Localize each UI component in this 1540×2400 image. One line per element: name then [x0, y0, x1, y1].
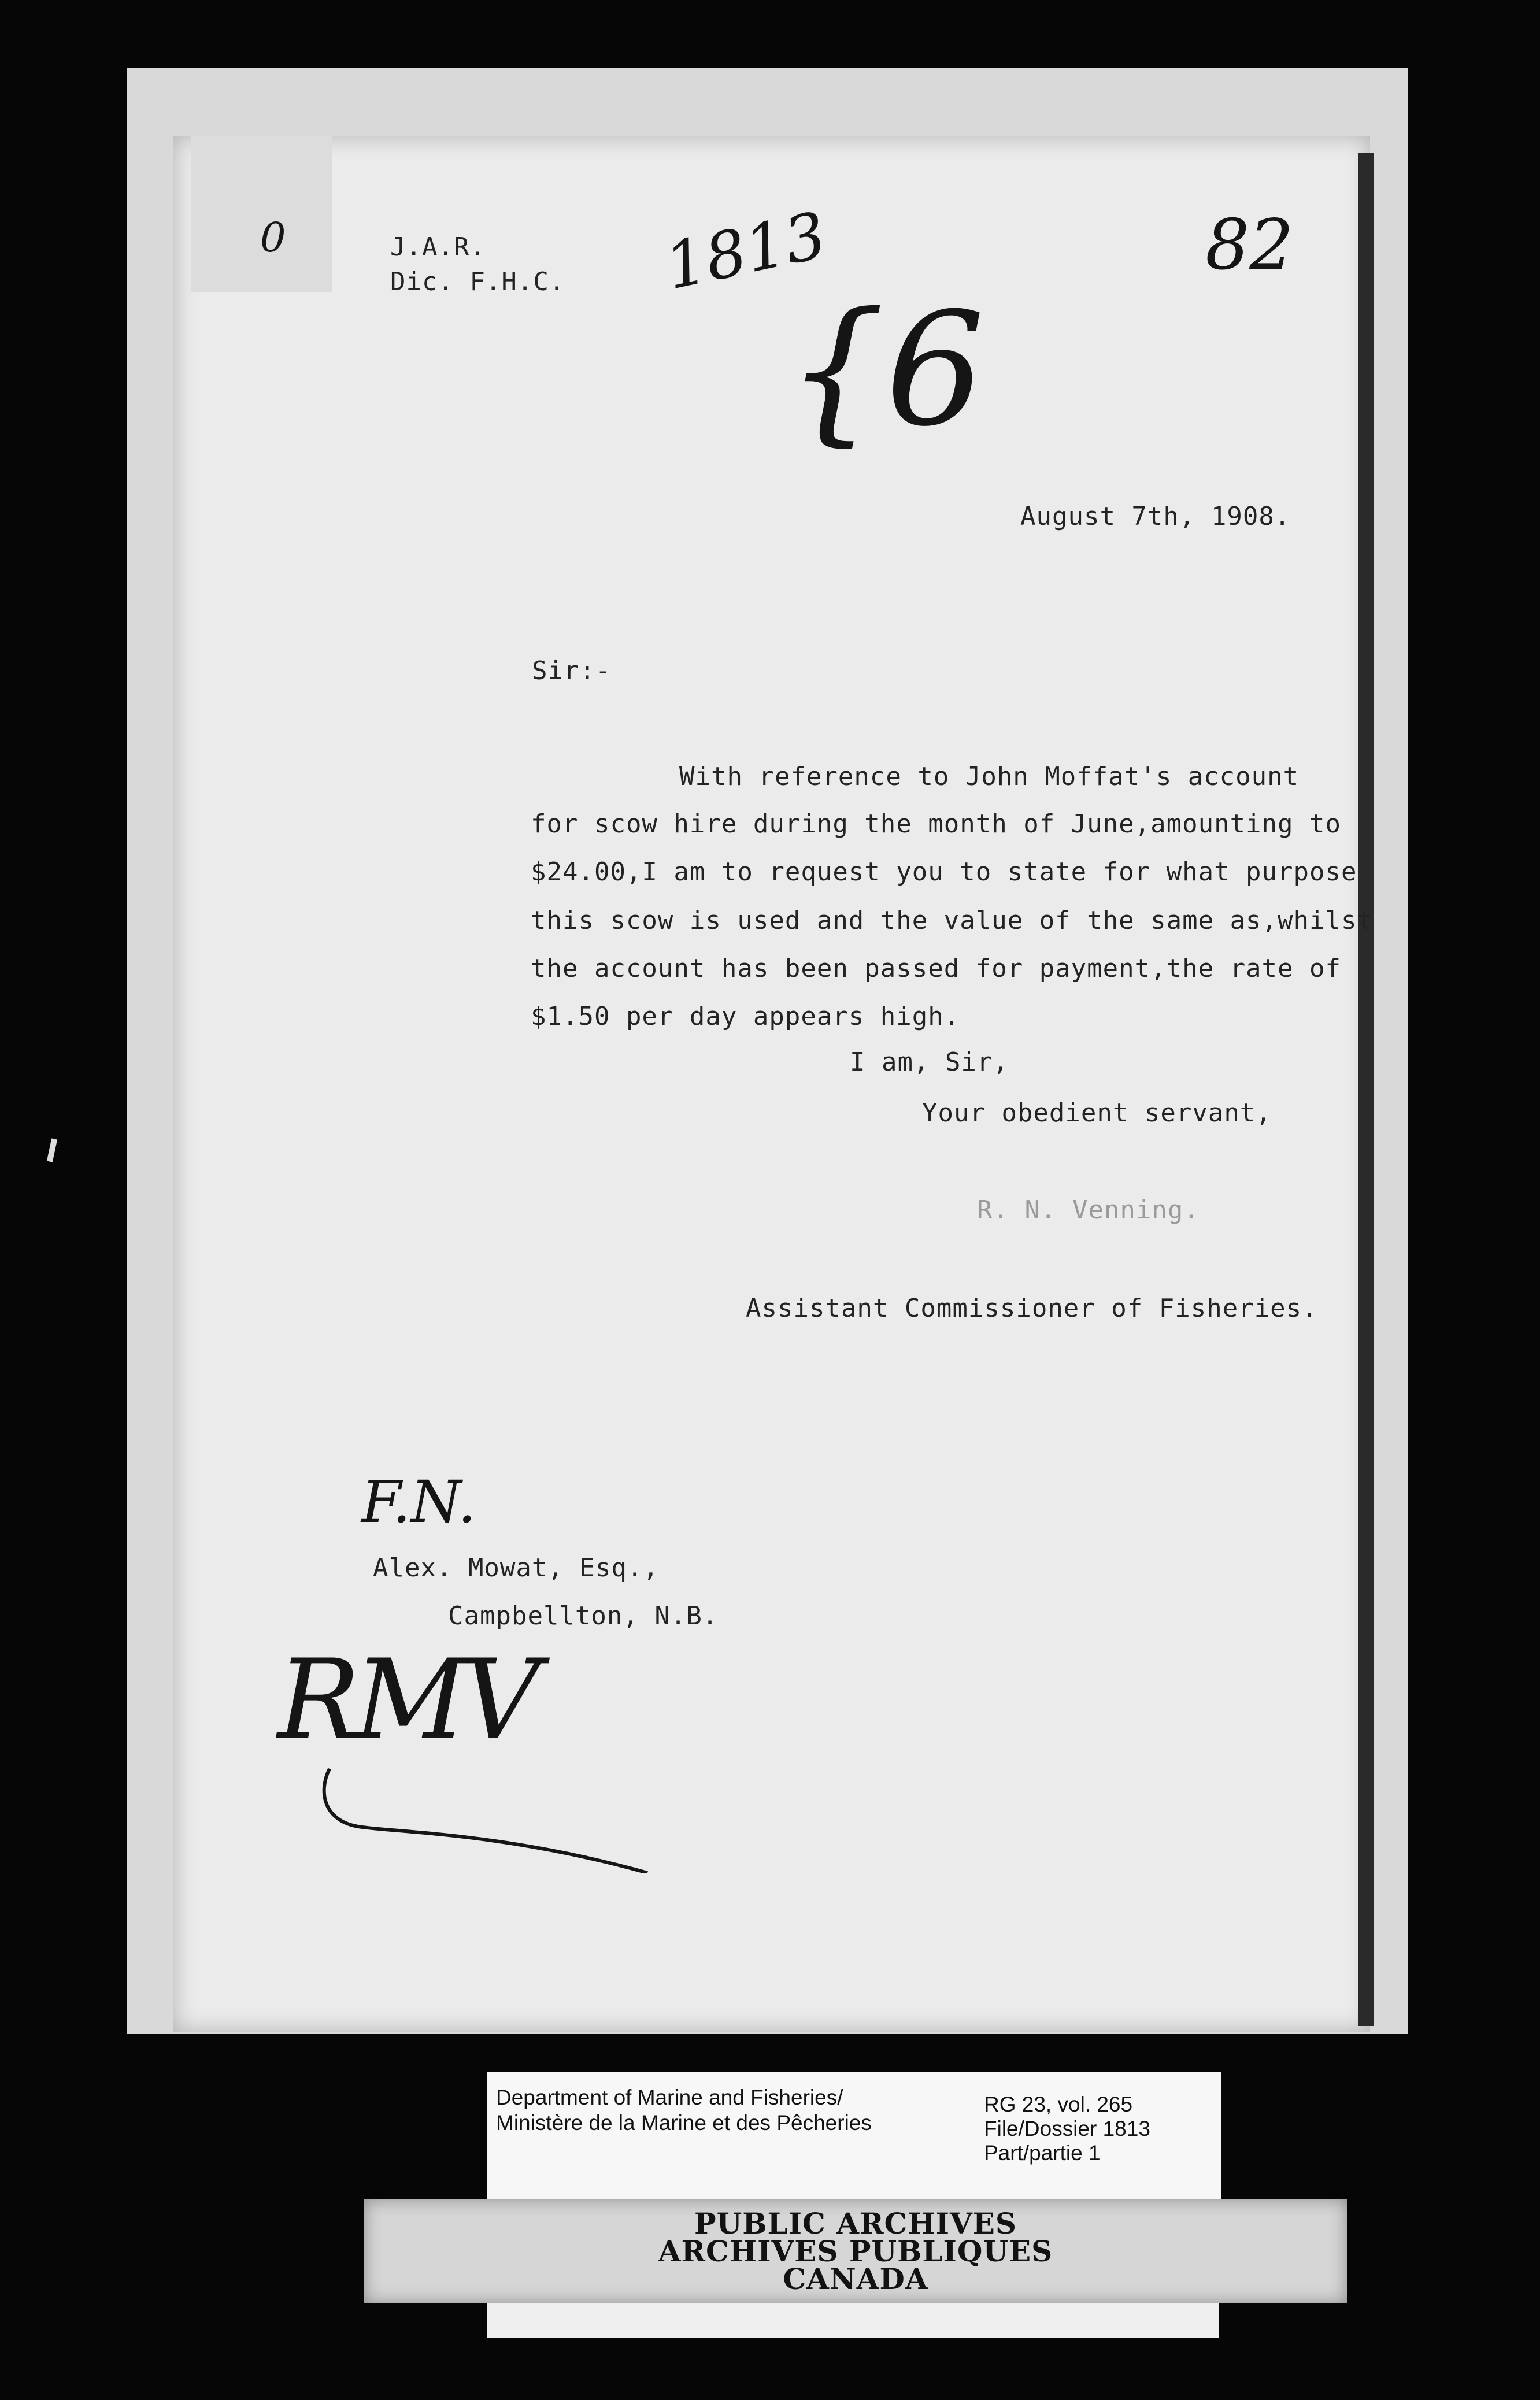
initials-line-2: Dic. F.H.C.: [390, 267, 565, 297]
reference-line-2: File/Dossier 1813: [984, 2117, 1150, 2140]
signer-name: R. N. Venning.: [977, 1195, 1200, 1225]
banner-line-1: PUBLIC ARCHIVES: [694, 2206, 1017, 2240]
corner-mark: 0: [260, 214, 286, 261]
department-en: Department of Marine and Fisheries/: [496, 2086, 843, 2109]
file-number-handwritten: 1813: [658, 198, 833, 304]
letter-date: August 7th, 1908.: [1020, 502, 1291, 531]
addressee-initials-handwritten: F.N.: [361, 1468, 476, 1536]
department-fr: Ministère de la Marine et des Pêcheries: [496, 2111, 872, 2135]
body-line-3: $24.00,I am to request you to state for what purpose: [531, 857, 1357, 887]
signature-initials: RMV: [277, 1636, 535, 1764]
signature-flourish: [312, 1757, 671, 1873]
closing-line-2: Your obedient servant,: [922, 1098, 1272, 1128]
addressee-location: Campbellton, N.B.: [448, 1601, 719, 1631]
page-edge-shadow: [1358, 153, 1374, 2026]
reference-line-1: RG 23, vol. 265: [984, 2092, 1133, 2116]
banner-line-3: CANADA: [783, 2262, 928, 2296]
body-line-2: for scow hire during the month of June,amounting to: [531, 809, 1342, 839]
initials-line-1: J.A.R.: [390, 232, 486, 262]
banner-line-2: ARCHIVES PUBLIQUES: [658, 2234, 1053, 2268]
body-line-6: $1.50 per day appears high.: [531, 1002, 960, 1031]
page-number-handwritten: 82: [1205, 205, 1294, 286]
margin-mark: [47, 1138, 57, 1162]
closing-line-1: I am, Sir,: [850, 1047, 1009, 1077]
addressee-name: Alex. Mowat, Esq.,: [373, 1553, 659, 1583]
banner-base-strip: [487, 2303, 1219, 2338]
salutation: Sir:-: [532, 656, 612, 686]
body-line-4: this scow is used and the value of the same as,whilst: [531, 906, 1373, 935]
body-line-5: the account has been passed for payment,the rate of: [531, 954, 1342, 983]
signer-title: Assistant Commissioner of Fisheries.: [746, 1294, 1318, 1323]
bracket-mark: {6: [786, 279, 985, 461]
body-line-1: With reference to John Moffat's account: [679, 762, 1300, 791]
reference-line-3: Part/partie 1: [984, 2141, 1101, 2165]
